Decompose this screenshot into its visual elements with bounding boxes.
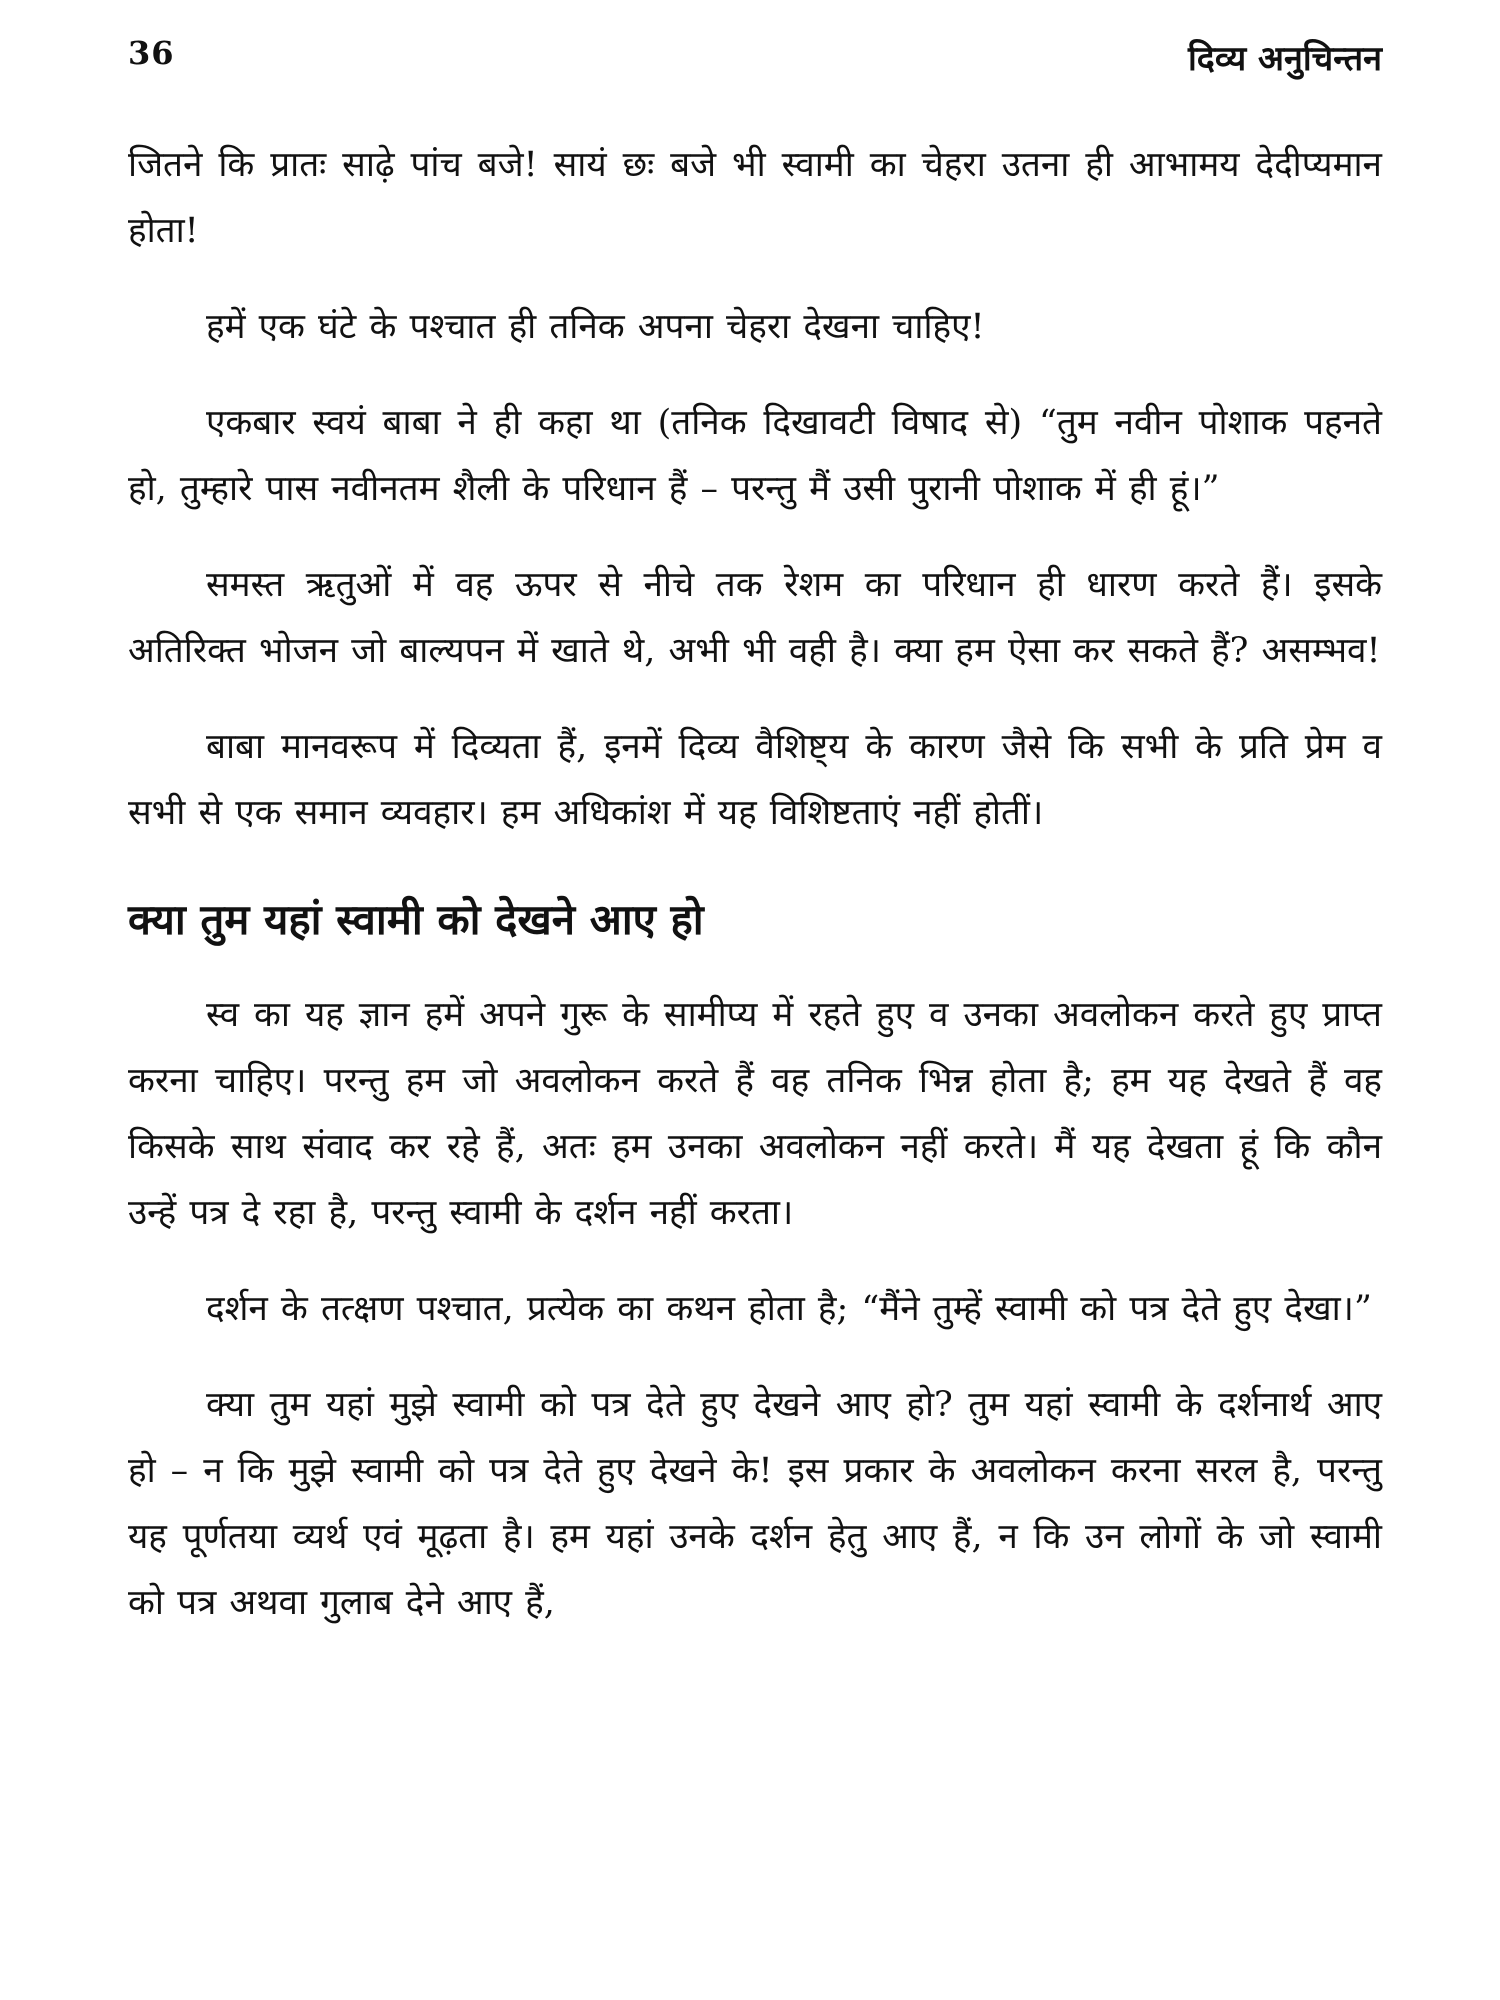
running-title: दिव्य अनुचिन्तन bbox=[1187, 39, 1382, 79]
page-number: 36 bbox=[128, 34, 175, 72]
running-header bbox=[128, 34, 1382, 80]
body-text bbox=[128, 132, 1382, 1636]
paragraph-observation: स्व का यह ज्ञान हमें अपने गुरू के सामीप्य में रहते हुए व उनका अवलोकन करते हुए प्राप्त करना चाहिए। परन्तु हम जो अवलोकन करते हैं वह तनिक भिन्न होता है; हम यह देखते हैं वह किसके साथ संवाद कर रहे हैं, अतः हम उनका अवलोकन नहीं करते। मैं यह देखता हूं कि कौन उन्हें पत्र दे रहा है, परन्तु स्वामी के दर्शन नहीं करता। bbox=[128, 995, 1382, 1233]
paragraph-silk: समस्त ऋतुओं में वह ऊपर से नीचे तक रेशम का परिधान ही धारण करते हैं। इसके अतिरिक्त भोजन जो बाल्यपन में खाते थे, अभी भी वही है। क्या हम ऐसा कर सकते हैं? असम्भव! bbox=[128, 565, 1382, 671]
section-heading: क्या तुम यहां स्वामी को देखने आए हो bbox=[128, 895, 704, 944]
paragraph-continuation: जितने कि प्रातः साढ़े पांच बजे! सायं छः बजे भी स्वामी का चेहरा उतना ही आभामय देदीप्यमान होता! bbox=[128, 145, 1382, 251]
paragraph-divinity: बाबा मानवरूप में दिव्यता हैं, इनमें दिव्य वैशिष्ट्य के कारण जैसे कि सभी के प्रति प्रेम व सभी से एक समान व्यवहार। हम अधिकांश में यह विशिष्टताएं नहीं होतीं। bbox=[128, 727, 1382, 833]
paragraph-mirror: हमें एक घंटे के पश्चात ही तनिक अपना चेहरा देखना चाहिए! bbox=[206, 307, 985, 347]
paragraph-final: क्या तुम यहां मुझे स्वामी को पत्र देते हुए देखने आए हो? तुम यहां स्वामी के दर्शनार्थ आए हो – न कि मुझे स्वामी को पत्र देते हुए देखने के! इस प्रकार के अवलोकन करना सरल है, परन्तु यह पूर्णतया व्यर्थ एवं मूढ़ता है। हम यहां उनके दर्शन हेतु आए हैं, न कि उन लोगों के जो स्वामी को पत्र अथवा गुलाब देने आए हैं, bbox=[128, 1385, 1382, 1623]
paragraph-baba-quote: एकबार स्वयं बाबा ने ही कहा था (तनिक दिखावटी विषाद से) “तुम नवीन पोशाक पहनते हो, तुम्हारे पास नवीनतम शैली के परिधान हैं – परन्तु मैं उसी पुरानी पोशाक में ही हूं।” bbox=[128, 403, 1382, 509]
paragraph-darshan-quote: दर्शन के तत्क्षण पश्चात, प्रत्येक का कथन होता है; “मैंने तुम्हें स्वामी को पत्र देते हुए देखा।” bbox=[206, 1289, 1372, 1329]
